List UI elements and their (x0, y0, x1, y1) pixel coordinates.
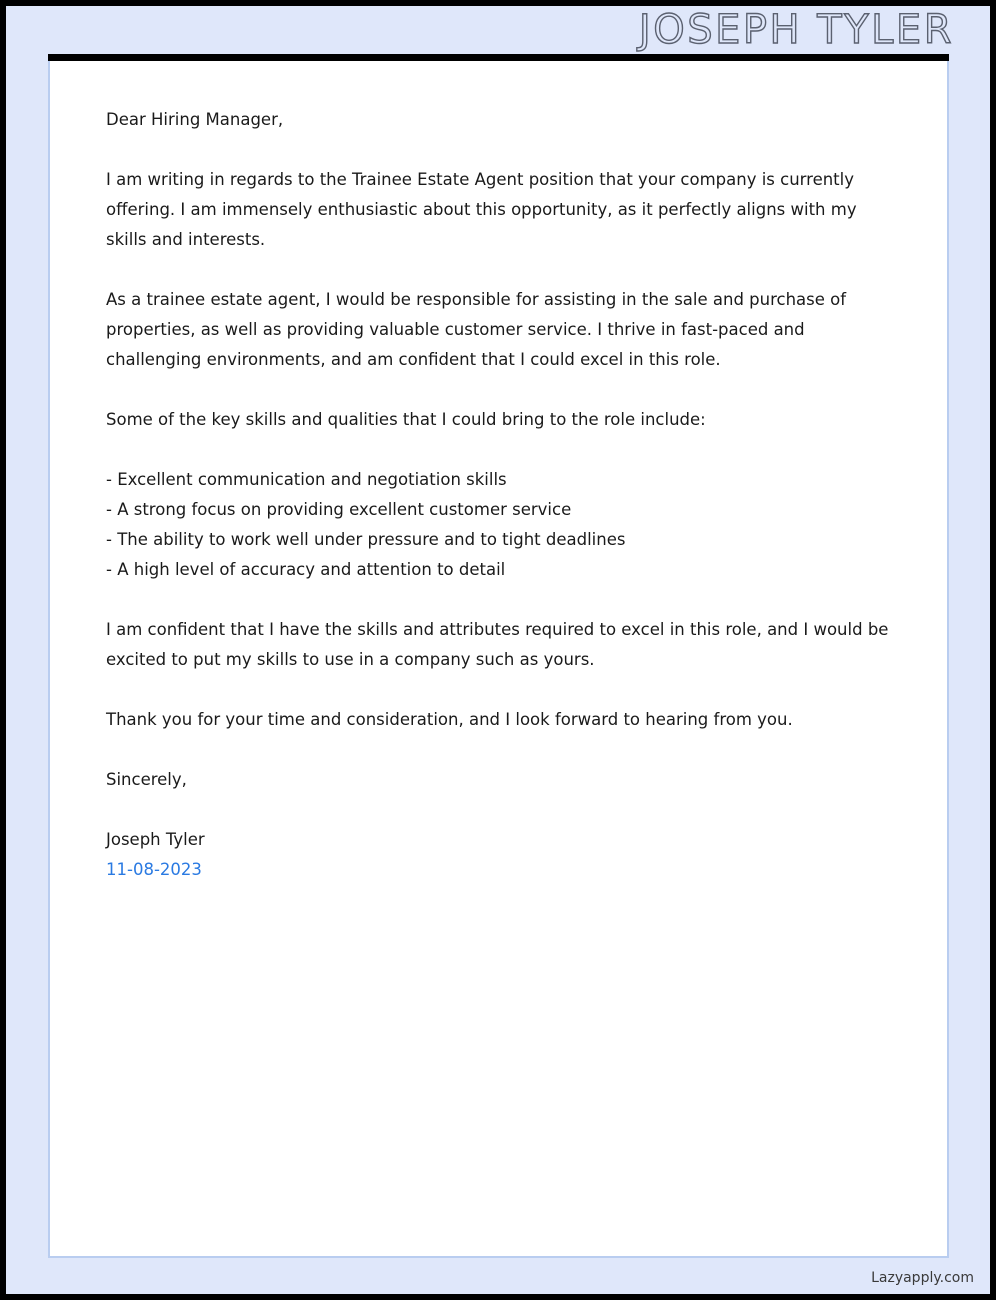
paragraph-intro: I am writing in regards to the Trainee Estate Agent position that your company is currently offering. I am immensely enthusiastic about this opportunity, as it perfectly aligns with my skills and interests. (106, 170, 862, 249)
page-title: JOSEPH TYLER (638, 7, 954, 53)
signature-spacer (106, 795, 896, 825)
paragraph-responsibilities: As a trainee estate agent, I would be responsible for assisting in the sale and purchase of properties, as well as providing valuable customer service. I thrive in fast-paced and challenging environments, and am confident that I could excel in this role. (106, 290, 852, 369)
salutation: Dear Hiring Manager, (106, 110, 284, 129)
paragraph-thanks: Thank you for your time and consideration, and I look forward to hearing from you. (106, 710, 793, 729)
paragraph-confidence: I am confident that I have the skills and attributes required to excel in this role, and I would be excited to put my skills to use in a company such as yours. (106, 620, 894, 669)
list-item: - The ability to work well under pressure and to tight deadlines (106, 530, 626, 549)
signature-block (106, 765, 896, 885)
list-item: - A high level of accuracy and attention to detail (106, 560, 506, 579)
letter-card (48, 61, 949, 1258)
skills-list (106, 465, 896, 585)
list-item: - Excellent communication and negotiation skills (106, 470, 507, 489)
letter-body (106, 105, 896, 885)
footer-watermark: Lazyapply.com (871, 1270, 974, 1286)
letter-header (6, 6, 990, 54)
page-frame (6, 6, 990, 1294)
signature-date: 11-08-2023 (106, 860, 202, 879)
header-divider (48, 54, 949, 61)
signature-name: Joseph Tyler (106, 830, 205, 849)
list-item: - A strong focus on providing excellent customer service (106, 500, 572, 519)
closing-salutation: Sincerely, (106, 770, 187, 789)
skills-intro: Some of the key skills and qualities that I could bring to the role include: (106, 410, 706, 429)
